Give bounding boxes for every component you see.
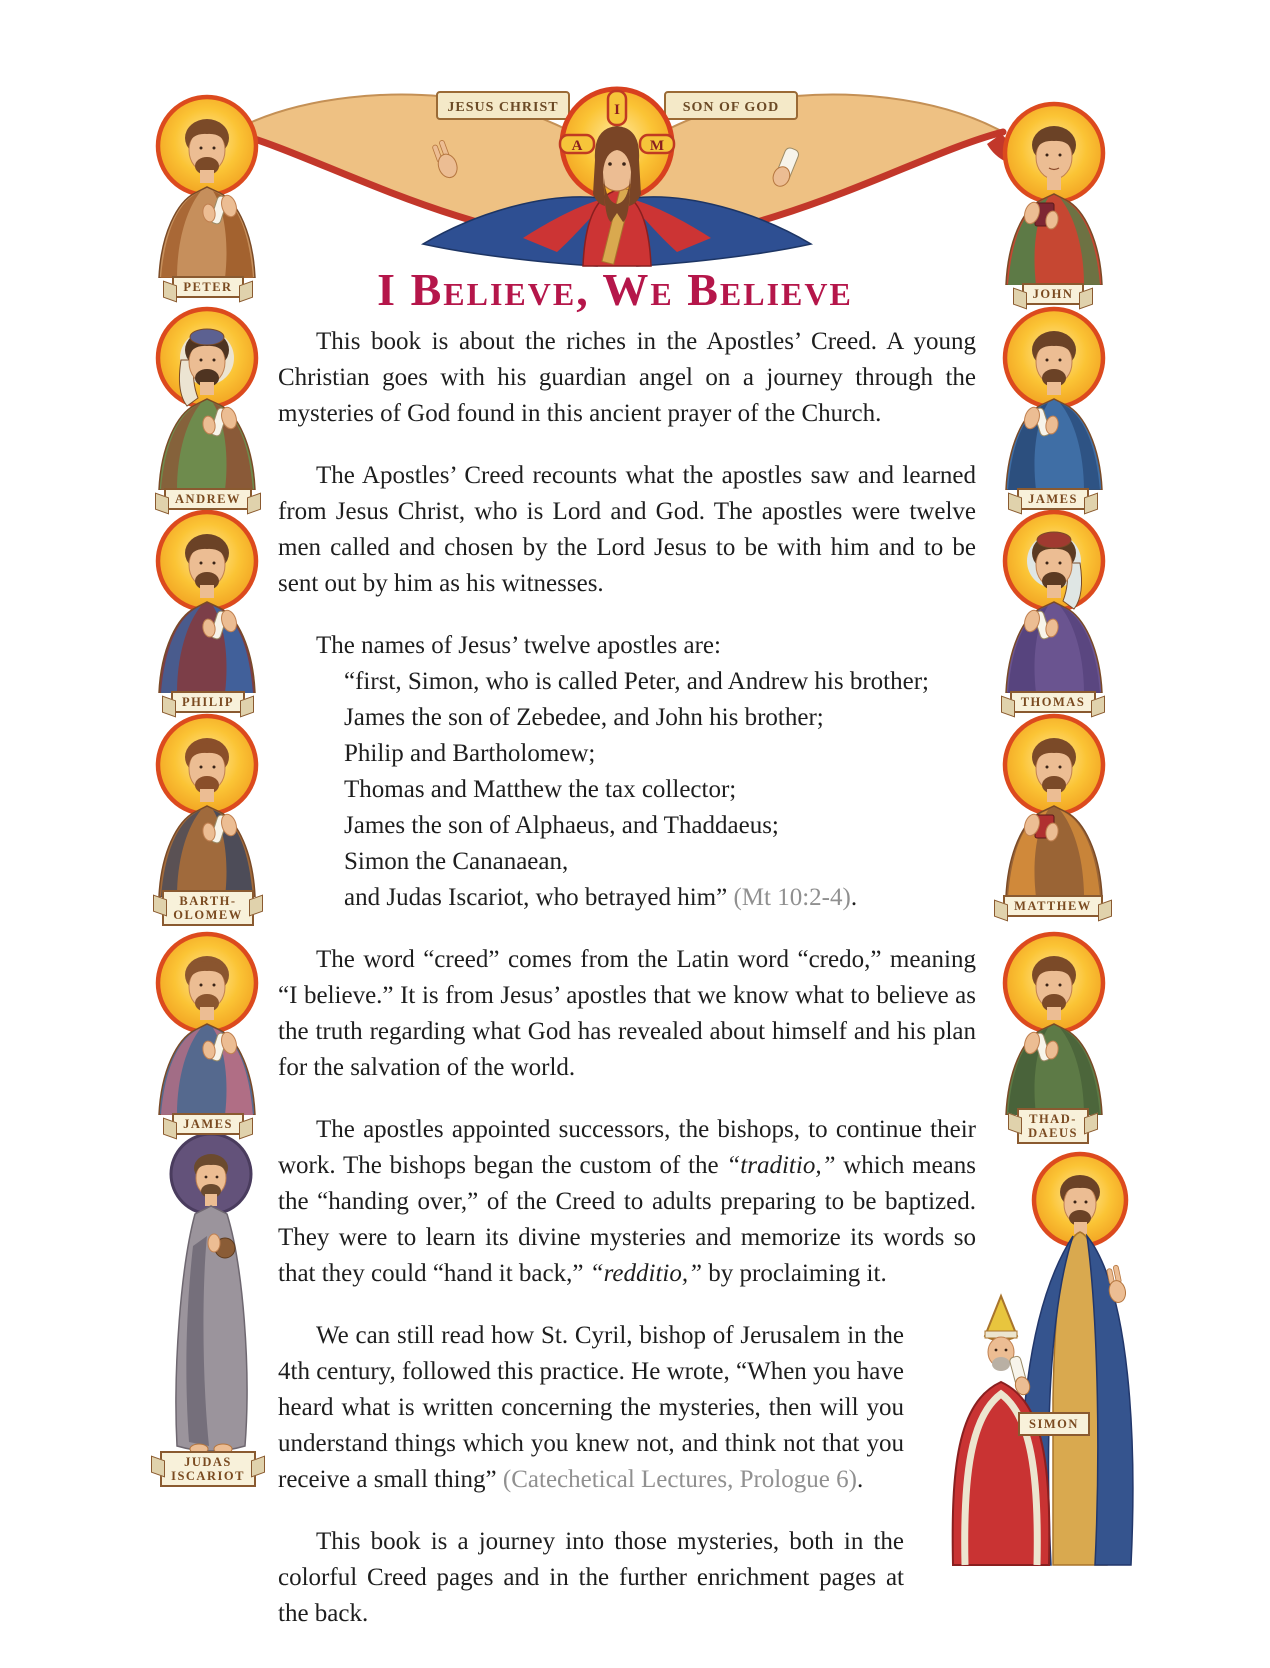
apostle-label-james: JAMES [1017,488,1089,510]
body-text: . [850,884,858,911]
body-text: which means the “handing over,” of the Creed to adults preparing to be baptized. They were to learn its divine mysteries and memorize its words so that they could “hand it back,” [278,1152,976,1287]
apostle-names-quote [278,628,976,916]
halo-letter-m: M [649,138,665,154]
svg-text:JESUS CHRIST: JESUS CHRIST [447,100,559,115]
jesus-banner-illustration [227,80,1007,268]
body-text: “traditio,” [726,1152,836,1179]
apostle-label-peter: PETER [172,276,243,298]
apostle-label-philip: PHILIP [171,691,245,713]
body-text-column [278,324,976,1668]
body-text: We can still read how St. Cyril, bishop of Jerusalem in the 4th century, followed this practice. He wrote, “When you have heard what is written concerning the mysteries, then will you understand things which you knew not, and think not that you receive a small thing” [278,1322,904,1493]
left-scroll-banner [437,92,569,119]
paragraph [278,324,976,432]
apostle-figure-left-andrew [143,300,273,510]
svg-text:SON OF GOD: SON OF GOD [682,100,780,115]
citation-text: (Catechetical Lectures, Prologue 6) [502,1466,857,1493]
body-text: and Judas Iscariot, who betrayed him” [344,884,734,911]
apostle-figure-right-matthew [988,707,1118,917]
body-text: James the son of Alphaeus, and Thaddaeus; [344,812,779,839]
page-title: I Believe, We Believe [377,264,853,315]
apostle-label-judas-iscariot: JUDAS ISCARIOT [160,1451,256,1487]
body-text: The Apostles’ Creed recounts what the apostles saw and learned from Jesus Christ, who is Lord and God. The apostles were twelve men called and chosen by the Lord Jesus to be with him and to be sent out by him as his witnesses. [278,462,976,597]
body-text: Philip and Bartholomew; [344,740,596,767]
apostle-figure-right-john [988,95,1118,305]
apostle-figure-left-james [143,925,273,1135]
paragraph [278,1524,976,1632]
apostle-label-thaddaeus: THAD- DAEUS [1017,1108,1089,1144]
apostle-label-matthew: MATTHEW [1003,895,1103,917]
right-scroll-banner [665,92,797,119]
paragraph [278,942,976,1086]
body-text: The word “creed” comes from the Latin word “credo,” meaning “I believe.” It is from Jesus’ apostles that we know what to believe as the truth regarding what God has revealed about himself and his plan for the salvation of the world. [278,946,976,1081]
apostle-label-john: JOHN [1022,283,1085,305]
body-text: . [856,1466,864,1493]
apostle-figure-left-philip [143,503,273,713]
body-text: This book is about the riches in the Apostles’ Creed. A young Christian goes with his guardian angel on a journey through the mysteries of God found in this ancient prayer of the Church. [278,328,976,427]
halo-letter-a: A [571,138,583,154]
apostle-figure-right-simon [925,1140,1155,1570]
body-text: The names of Jesus’ twelve apostles are: [316,632,721,659]
paragraph [278,1318,976,1498]
quote-line [278,844,976,880]
body-text: Simon the Cananaean, [344,848,569,875]
quote-line [278,772,976,808]
quote-line [278,700,976,736]
paragraph [278,1112,976,1292]
apostle-figure-right-james [988,300,1118,510]
halo-letter-i: I [614,102,620,118]
paragraph [278,458,976,602]
body-text: “first, Simon, who is called Peter, and Andrew his brother; [344,668,929,695]
apostle-figure-left-bartholomew [143,707,273,926]
citation-text: (Mt 10:2-4) [733,884,851,911]
apostle-figure-left-peter [143,88,273,298]
body-text: James the son of Zebedee, and John his brother; [344,704,824,731]
apostle-figure-right-thomas [988,503,1118,713]
apostle-figure-left-judas-iscariot [133,1128,283,1487]
body-text: “redditio,” [589,1260,702,1287]
apostle-label-simon: SIMON [1018,1412,1090,1436]
apostle-label-andrew: ANDREW [164,488,252,510]
apostle-label-thomas: THOMAS [1010,691,1097,713]
quote-line [278,736,976,772]
apostle-label-bartholomew: BARTH- OLOMEW [162,890,253,926]
apostle-label-james: JAMES [172,1113,244,1135]
body-text: This book is a journey into those mysteries, both in the colorful Creed pages and in the further enrichment pages at the back. [278,1528,904,1627]
quote-line [278,808,976,844]
body-text: Thomas and Matthew the tax collector; [344,776,737,803]
body-text: The apostles appointed successors, the bishops, to continue their work. The bishops began the custom of the [278,1116,976,1179]
body-text: by proclaiming it. [702,1260,887,1287]
quote-line [278,880,976,916]
apostle-figure-right-thaddaeus [988,925,1118,1144]
quote-line [278,664,976,700]
quote-intro [278,628,976,664]
